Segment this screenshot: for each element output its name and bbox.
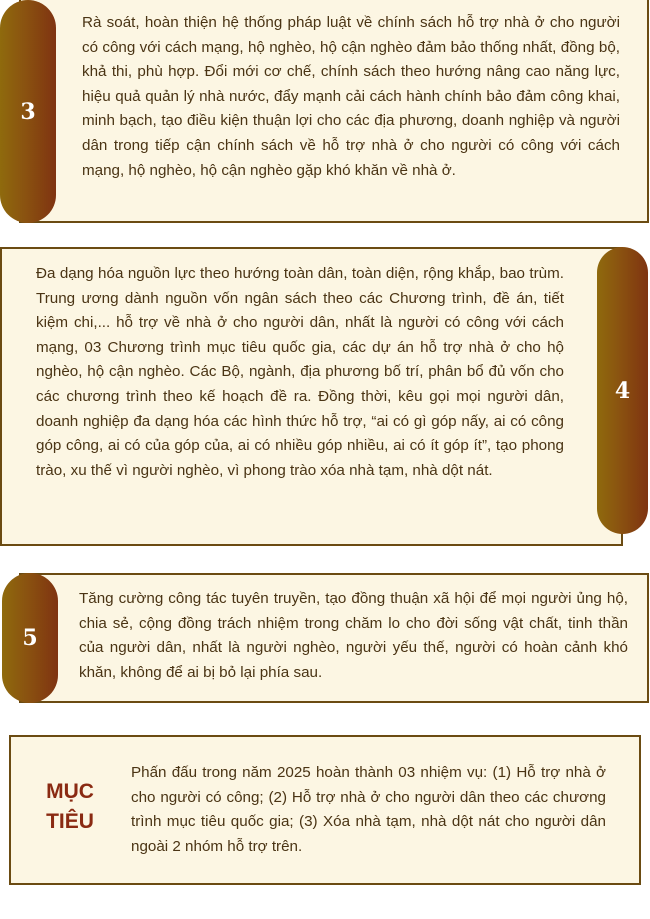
section-5-text: Tăng cường công tác tuyên truyền, tạo đồng thuận xã hội để mọi người ủng hộ, chia sẻ, cộng đồng trách nhiệm trong chăm lo cho đời sống vật chất, tinh thần của người dân, nhất là người nghèo, người yếu thế, người có hoàn cảnh khó khăn, không để ai bị bỏ lại phía sau. xyxy=(79,590,628,681)
section-3-number: 3 xyxy=(20,98,36,125)
section-5-number: 5 xyxy=(22,625,38,651)
goal-label-line2: TIÊU xyxy=(46,810,94,833)
section-4-number-badge xyxy=(597,247,648,534)
section-4-number: 4 xyxy=(614,377,631,404)
goal-text: Phấn đấu trong năm 2025 hoàn thành 03 nhiệm vụ: (1) Hỗ trợ nhà ở cho người có công; (2) Hỗ trợ nhà ở cho người dân theo các chương trình mục tiêu quốc gia; (3) Xóa nhà tạm, nhà dột nát cho người dân ngoài 2 nhóm hỗ trợ trên. xyxy=(131,764,606,855)
goal-label-line1: MỤC xyxy=(46,780,94,803)
section-5-number-badge xyxy=(2,573,58,703)
section-3-text: Rà soát, hoàn thiện hệ thống pháp luật về chính sách hỗ trợ nhà ở cho người có công với cách mạng, hộ nghèo, hộ cận nghèo đảm bảo thống nhất, đồng bộ, khả thi, phù hợp. Đổi mới cơ chế, chính sách theo hướng nâng cao năng lực, hiệu quả quản lý nhà nước, đẩy mạnh cải cách hành chính bảo đảm công khai, minh bạch, tạo điều kiện thuận lợi cho các địa phương, doanh nghiệp và người dân trong tiếp cận chính sách về hỗ trợ nhà ở cho người có công với cách mạng, hộ nghèo, hộ cận nghèo gặp khó khăn về nhà ở. xyxy=(82,14,620,179)
section-4-text: Đa dạng hóa nguồn lực theo hướng toàn dân, toàn diện, rộng khắp, bao trùm. Trung ương dành nguồn vốn ngân sách theo các Chương trình, đề án, tiết kiệm chi,... hỗ trợ về nhà ở cho người dân, nhất là người có công với cách mạng, 03 Chương trình mục tiêu quốc gia, các dự án hỗ trợ nhà ở cho hộ nghèo, hộ cận nghèo. Các Bộ, ngành, địa phương bố trí, phân bổ đủ vốn cho các chương trình theo kế hoạch đề ra. Đồng thời, kêu gọi mọi người dân, doanh nghiệp đa dạng hóa các hình thức hỗ trợ, “ai có gì góp nấy, ai có công góp công, ai có của góp của, ai có nhiều góp nhiều, ai có ít góp ít”, tạo phong trào, xu thế vì người nghèo, vì phong trào xóa nhà tạm, nhà dột nát. xyxy=(36,265,564,479)
section-3-number-badge xyxy=(0,0,56,223)
goal-label xyxy=(30,777,110,837)
